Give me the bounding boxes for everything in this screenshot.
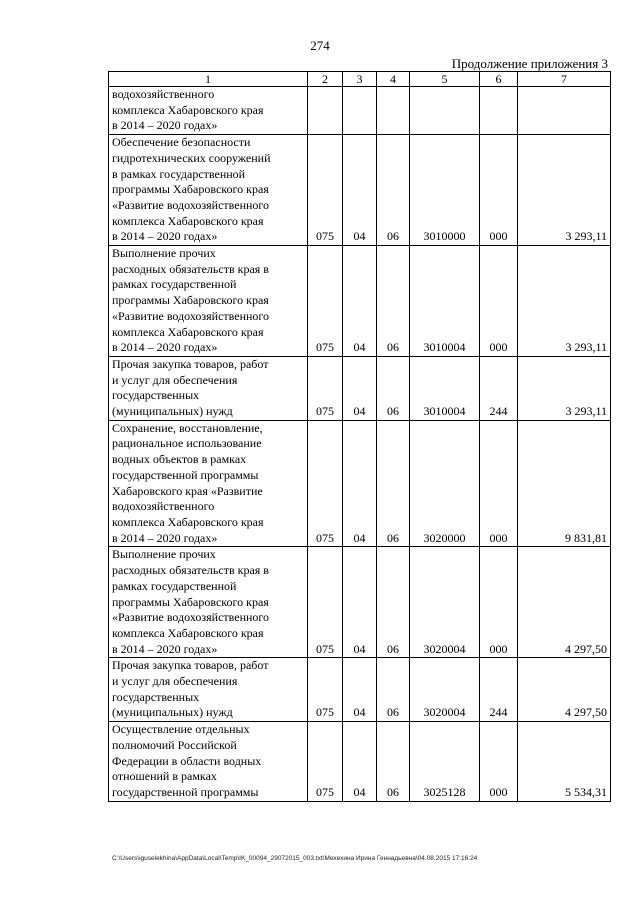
cell-target-article: 3010004 (410, 246, 480, 357)
row-description (109, 87, 308, 135)
cell-section-code (343, 87, 377, 135)
description-line: рамках государственной (112, 578, 237, 593)
description-line: Выполнение прочих (112, 246, 216, 261)
header-cell: 4 (377, 72, 410, 87)
cell-expense-type: 000 (480, 420, 518, 547)
continuation-label: Продолжение приложения 3 (451, 56, 608, 71)
footer-file-path: C:\Users\iguselekhina\AppData\Local\Temp\IK_00094_29072015_003.txt\Мехехина Ирина Геннадьевна\04.08.2015 17:16:24 (112, 855, 478, 862)
cell-section-code: 04 (343, 135, 377, 246)
description-line: Федерации в области водных (112, 753, 262, 768)
description-line: (муниципальных) нужд (112, 404, 233, 419)
cell-subsection-code: 06 (377, 420, 410, 547)
cell-expense-type: 000 (480, 547, 518, 658)
description-line: Обеспечение безопасности (112, 135, 251, 150)
cell-amount: 3 293,11 (518, 356, 611, 420)
cell-ministry-code: 075 (308, 547, 343, 658)
cell-expense-type: 000 (480, 246, 518, 357)
table-row (109, 356, 611, 420)
cell-expense-type (480, 87, 518, 135)
cell-target-article: 3025128 (410, 722, 480, 802)
table-row (109, 420, 611, 547)
cell-target-article: 3010000 (410, 135, 480, 246)
cell-section-code: 04 (343, 246, 377, 357)
description-line: государственных (112, 388, 200, 403)
cell-amount: 4 297,50 (518, 658, 611, 722)
description-line: отношений в рамках (112, 769, 217, 784)
description-line: в 2014 – 2020 годах» (112, 229, 218, 244)
cell-expense-type: 244 (480, 356, 518, 420)
description-line: расходных обязательств края в (112, 261, 269, 276)
description-line: программы Хабаровского края (112, 182, 269, 197)
cell-amount: 5 534,31 (518, 722, 611, 802)
description-line: водохозяйственного (112, 87, 215, 101)
description-line: «Развитие водохозяйственного (112, 197, 270, 212)
description-line: Прочая закупка товаров, работ (112, 658, 269, 673)
cell-subsection-code: 06 (377, 356, 410, 420)
page-number: 274 (310, 38, 330, 53)
cell-subsection-code: 06 (377, 658, 410, 722)
header-cell: 1 (109, 72, 308, 87)
description-line: рамках государственной (112, 277, 237, 292)
cell-ministry-code: 075 (308, 658, 343, 722)
description-line: комплекса Хабаровского края (112, 102, 264, 117)
description-line: Прочая закупка товаров, работ (112, 356, 269, 371)
row-description (109, 722, 308, 802)
cell-ministry-code: 075 (308, 135, 343, 246)
cell-subsection-code: 06 (377, 547, 410, 658)
cell-target-article (410, 87, 480, 135)
row-description (109, 356, 308, 420)
description-line: в 2014 – 2020 годах» (112, 641, 218, 656)
cell-amount: 3 293,11 (518, 135, 611, 246)
description-line: программы Хабаровского края (112, 594, 269, 609)
cell-expense-type: 000 (480, 135, 518, 246)
cell-expense-type: 244 (480, 658, 518, 722)
description-line: и услуг для обеспечения (112, 674, 238, 689)
table-row (109, 722, 611, 802)
row-description (109, 420, 308, 547)
description-line: Сохранение, восстановление, (112, 420, 263, 435)
cell-amount: 3 293,11 (518, 246, 611, 357)
cell-section-code: 04 (343, 722, 377, 802)
table-row (109, 658, 611, 722)
cell-target-article: 3010004 (410, 356, 480, 420)
table-row (109, 246, 611, 357)
description-line: и услуг для обеспечения (112, 372, 238, 387)
cell-ministry-code (308, 87, 343, 135)
cell-section-code: 04 (343, 658, 377, 722)
cell-target-article: 3020000 (410, 420, 480, 547)
description-line: в 2014 – 2020 годах» (112, 530, 218, 545)
description-line: Хабаровского края «Развитие (112, 483, 263, 498)
cell-subsection-code: 06 (377, 722, 410, 802)
description-line: рациональное использование (112, 436, 262, 451)
description-line: (муниципальных) нужд (112, 705, 233, 720)
cell-section-code: 04 (343, 547, 377, 658)
description-line: Выполнение прочих (112, 547, 216, 562)
cell-subsection-code: 06 (377, 246, 410, 357)
cell-expense-type: 000 (480, 722, 518, 802)
description-line: комплекса Хабаровского края (112, 514, 264, 529)
description-line: Осуществление отдельных (112, 722, 250, 737)
cell-section-code: 04 (343, 356, 377, 420)
header-cell: 6 (480, 72, 518, 87)
row-description (109, 547, 308, 658)
description-line: комплекса Хабаровского края (112, 324, 264, 339)
cell-ministry-code: 075 (308, 420, 343, 547)
table-row (109, 547, 611, 658)
table-body (109, 87, 611, 802)
description-line: государственных (112, 689, 200, 704)
cell-subsection-code (377, 87, 410, 135)
row-description (109, 246, 308, 357)
cell-amount: 9 831,81 (518, 420, 611, 547)
description-line: гидротехнических сооружений (112, 150, 271, 165)
description-line: государственной программы (112, 784, 259, 799)
description-line: в рамках государственной (112, 166, 246, 181)
header-cell: 2 (308, 72, 343, 87)
budget-table (108, 71, 611, 802)
row-description (109, 135, 308, 246)
description-line: расходных обязательств края в (112, 563, 269, 578)
header-cell: 5 (410, 72, 480, 87)
description-line: водохозяйственного (112, 499, 215, 514)
cell-ministry-code: 075 (308, 722, 343, 802)
cell-target-article: 3020004 (410, 547, 480, 658)
cell-amount: 4 297,50 (518, 547, 611, 658)
description-line: водных объектов в рамках (112, 452, 247, 467)
description-line: комплекса Хабаровского края (112, 625, 264, 640)
description-line: в 2014 – 2020 годах» (112, 340, 218, 355)
description-line: в 2014 – 2020 годах» (112, 118, 218, 133)
description-line: полномочий Российской (112, 737, 237, 752)
description-line: государственной программы (112, 467, 259, 482)
cell-target-article: 3020004 (410, 658, 480, 722)
header-row (109, 72, 611, 87)
cell-amount (518, 87, 611, 135)
description-line: комплекса Хабаровского края (112, 213, 264, 228)
description-line: «Развитие водохозяйственного (112, 610, 270, 625)
header-cell: 7 (518, 72, 611, 87)
header-cell: 3 (343, 72, 377, 87)
description-line: программы Хабаровского края (112, 293, 269, 308)
cell-ministry-code: 075 (308, 356, 343, 420)
cell-ministry-code: 075 (308, 246, 343, 357)
row-description (109, 658, 308, 722)
table-row (109, 87, 611, 135)
cell-section-code: 04 (343, 420, 377, 547)
cell-subsection-code: 06 (377, 135, 410, 246)
table-row (109, 135, 611, 246)
description-line: «Развитие водохозяйственного (112, 308, 270, 323)
